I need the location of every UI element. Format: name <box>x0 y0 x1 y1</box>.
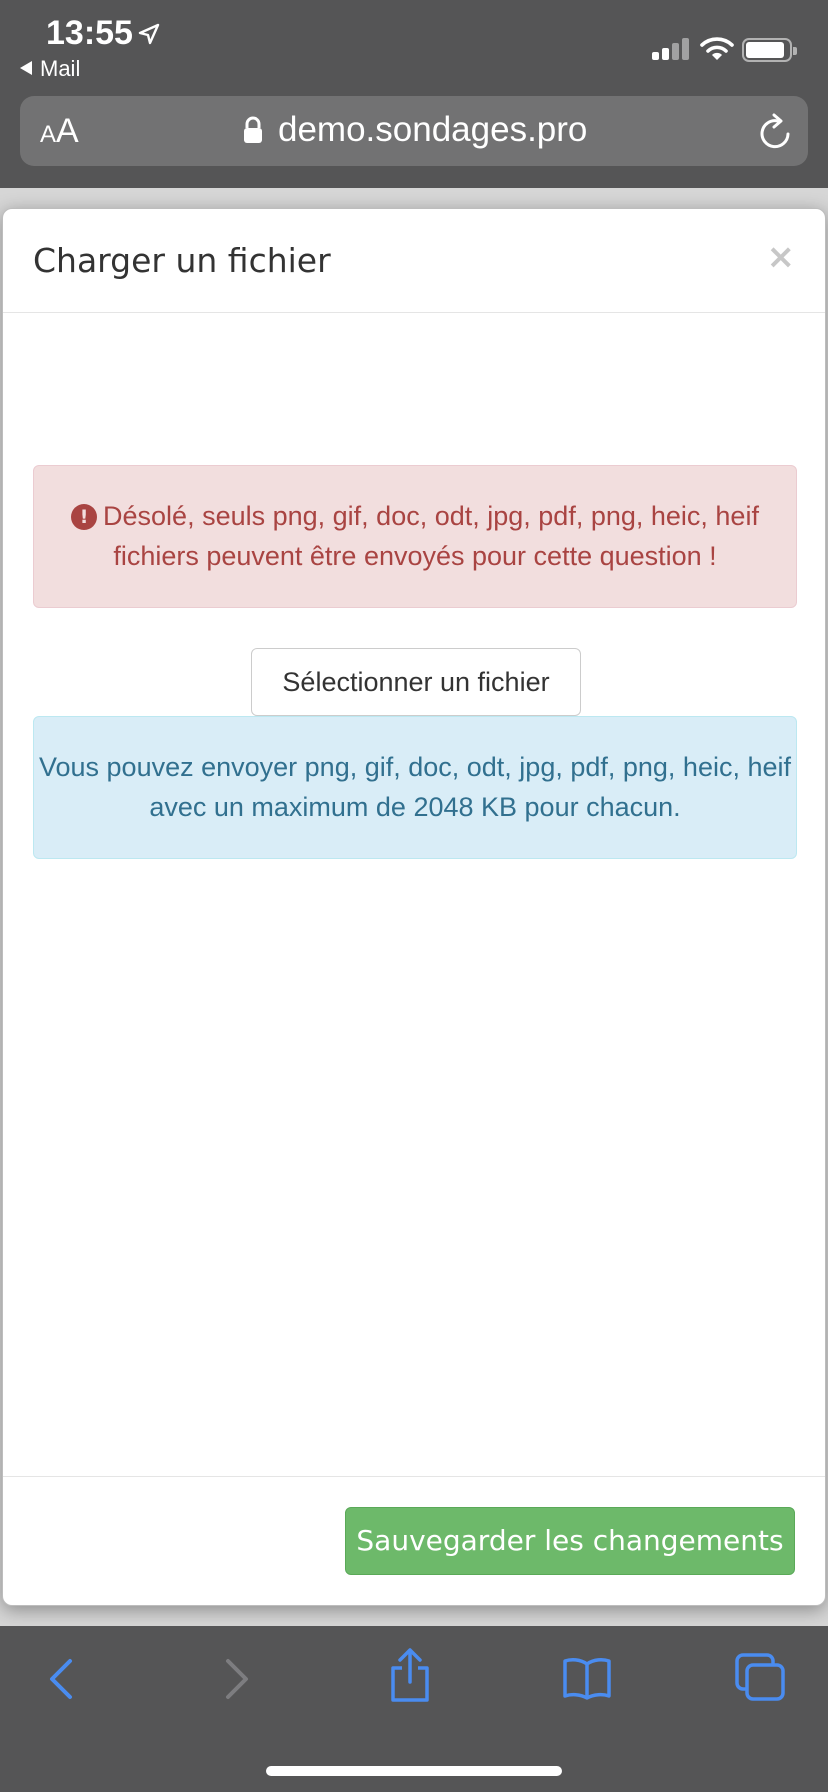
cellular-signal-icon <box>652 38 690 60</box>
upload-modal <box>2 208 826 1606</box>
bookmarks-icon[interactable] <box>562 1656 612 1700</box>
info-message: Vous pouvez envoyer png, gif, doc, odt, jpg, pdf, png, heic, heif avec un maximum de 2048 KB pour chacun. <box>38 752 791 822</box>
info-alert <box>33 716 797 859</box>
close-icon[interactable]: × <box>766 237 795 277</box>
back-to-mail[interactable] <box>20 56 80 82</box>
battery-icon <box>742 38 792 62</box>
reload-icon[interactable] <box>758 112 794 150</box>
status-time: 13:55 <box>46 14 133 52</box>
share-icon[interactable] <box>388 1648 432 1704</box>
location-arrow-icon <box>137 22 161 46</box>
tabs-icon[interactable] <box>734 1652 786 1702</box>
wifi-icon <box>700 36 734 62</box>
error-message: Désolé, seuls png, gif, doc, odt, jpg, pdf, png, heic, heif fichiers peuvent être envoyés pour cette question ! <box>103 501 759 571</box>
back-mail-label: Mail <box>40 56 81 81</box>
lock-icon <box>242 116 264 144</box>
forward-icon[interactable] <box>218 1656 254 1702</box>
back-triangle-icon <box>20 61 32 75</box>
address-bar[interactable] <box>20 96 808 166</box>
url-text[interactable]: demo.sondages.pro <box>278 110 588 149</box>
back-icon[interactable] <box>44 1656 80 1702</box>
home-indicator[interactable] <box>266 1766 562 1776</box>
text-size-button[interactable]: AA <box>40 112 79 150</box>
modal-title: Charger un fichier <box>33 241 331 280</box>
modal-footer-divider <box>3 1476 825 1477</box>
error-alert <box>33 465 797 608</box>
exclamation-circle-icon: ! <box>71 504 97 530</box>
save-changes-button[interactable]: Sauvegarder les changements <box>345 1507 795 1575</box>
modal-header <box>3 209 825 313</box>
select-file-button[interactable]: Sélectionner un fichier <box>251 648 581 716</box>
